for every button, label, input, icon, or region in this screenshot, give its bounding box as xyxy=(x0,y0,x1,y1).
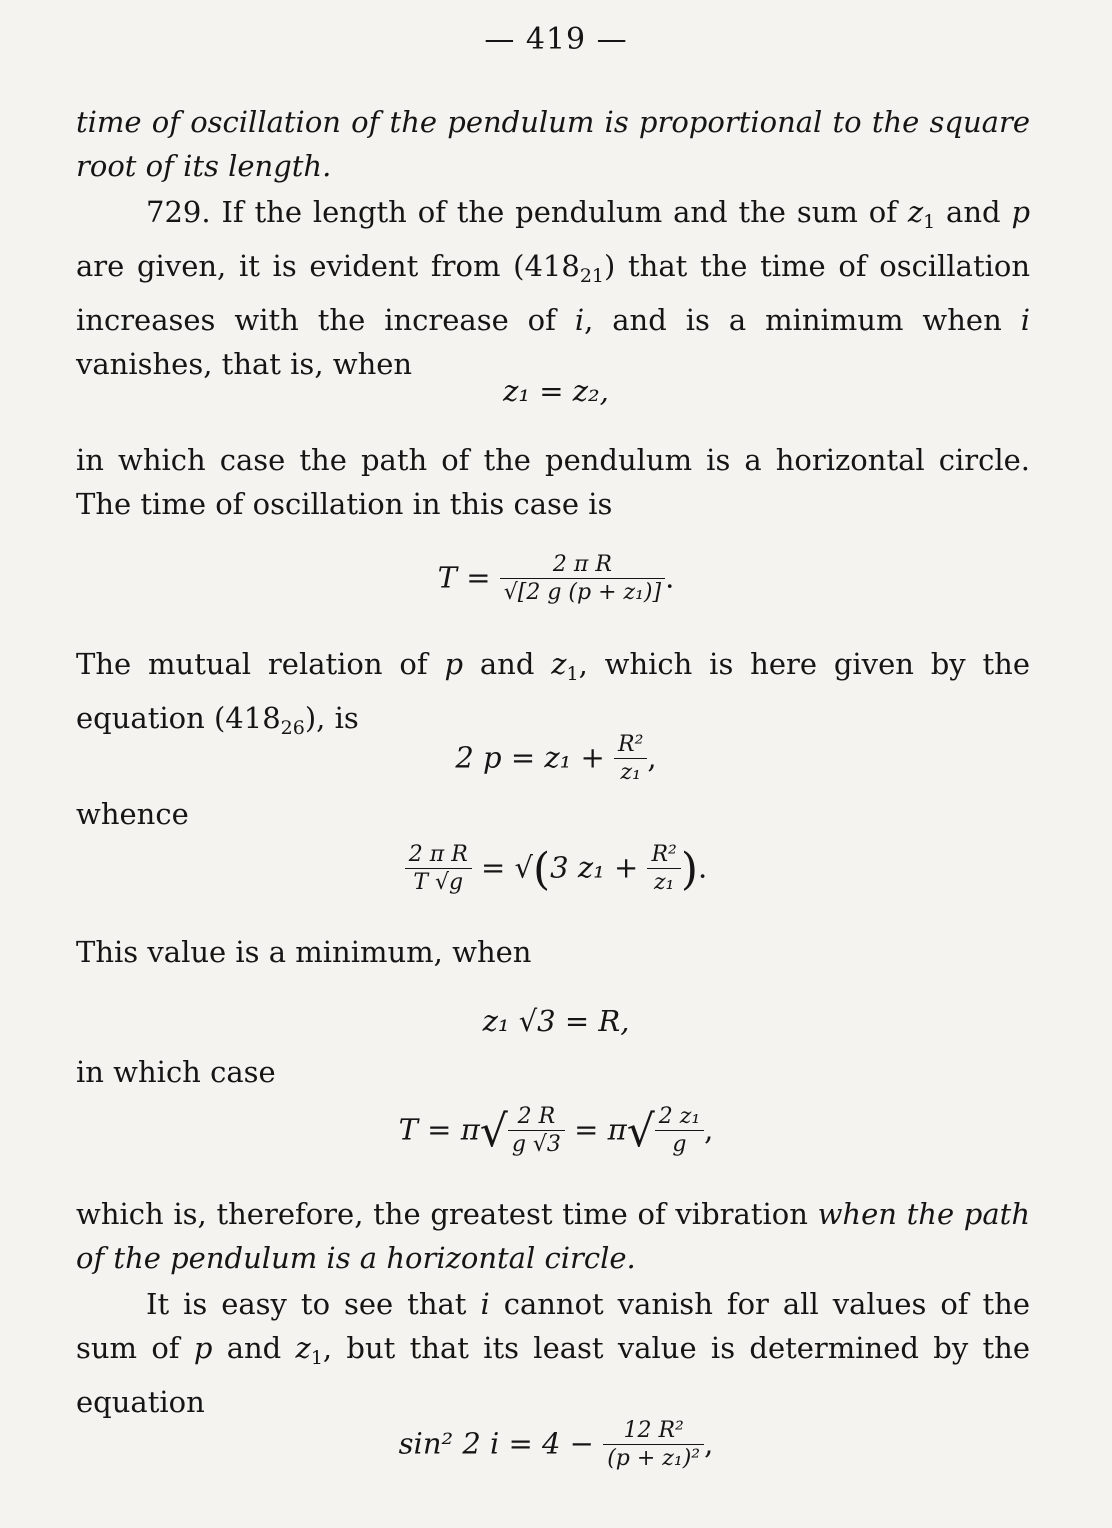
equation-period-circle: T = $\frac{\text{2 π R}}{\text{√[2 g (p + z₁)]}}$ . xyxy=(437,552,675,605)
page-number-header: — 419 — xyxy=(484,22,628,57)
equation-2p: 2 p = z₁ + $\frac{\text{R²}}{\text{z₁}}$ , xyxy=(455,732,657,785)
equation-z1-sqrt3: z₁ √3 = R, xyxy=(482,1004,630,1038)
paragraph-greatest-time: which is, therefore, the greatest time of vibration when the path of the pendulum is a horizontal circle. xyxy=(76,1197,1030,1275)
paragraph-least-value: It is easy to see that i cannot vanish for all values of the sum of p and $z_1$, but that its least value is determined by the equation xyxy=(76,1287,1031,1419)
paragraph-continuation: time of oscillation of the pendulum is proportional to the square root of its length. xyxy=(76,105,1030,183)
section-number: 729. xyxy=(146,195,211,229)
equation-sin2-2i: sin² 2 i = 4 − $\frac{\text{12 R²}}{\text{(p + z₁)²}}$ , xyxy=(398,1418,714,1471)
equation-period-max: T = π√ $\frac{2 R}{g √3}$ = π√ $\frac{\text{2 z₁}}{g}$ , xyxy=(398,1104,714,1157)
equation-z1-equals-z2: z₁ = z₂, xyxy=(503,374,609,408)
paragraph-which-case: in which case xyxy=(76,1055,276,1089)
paragraph-729: 729. If the length of the pendulum and the sum of $z_1$ and p are given, it is evident from $(418_{21})$ that the time of oscillation increases with the increase of i, and is a minimum when i vanishes, that is, when xyxy=(76,195,1031,381)
paragraph-mutual-relation: The mutual relation of p and $z_1$, which is here given by the equation $(418_{26})$, is xyxy=(76,647,1031,739)
paragraph-minimum: This value is a minimum, when xyxy=(76,935,532,969)
paragraph-horizontal-circle: in which case the path of the pendulum is a horizontal circle. The time of oscillation in this case is xyxy=(76,443,1030,521)
word-whence: whence xyxy=(76,797,189,831)
equation-ratio: $\frac{\text{2 π R}}{T √g}$ = √(3 z₁ + $\frac{\text{R²}}{\text{z₁}}$ ). xyxy=(0,842,1112,897)
